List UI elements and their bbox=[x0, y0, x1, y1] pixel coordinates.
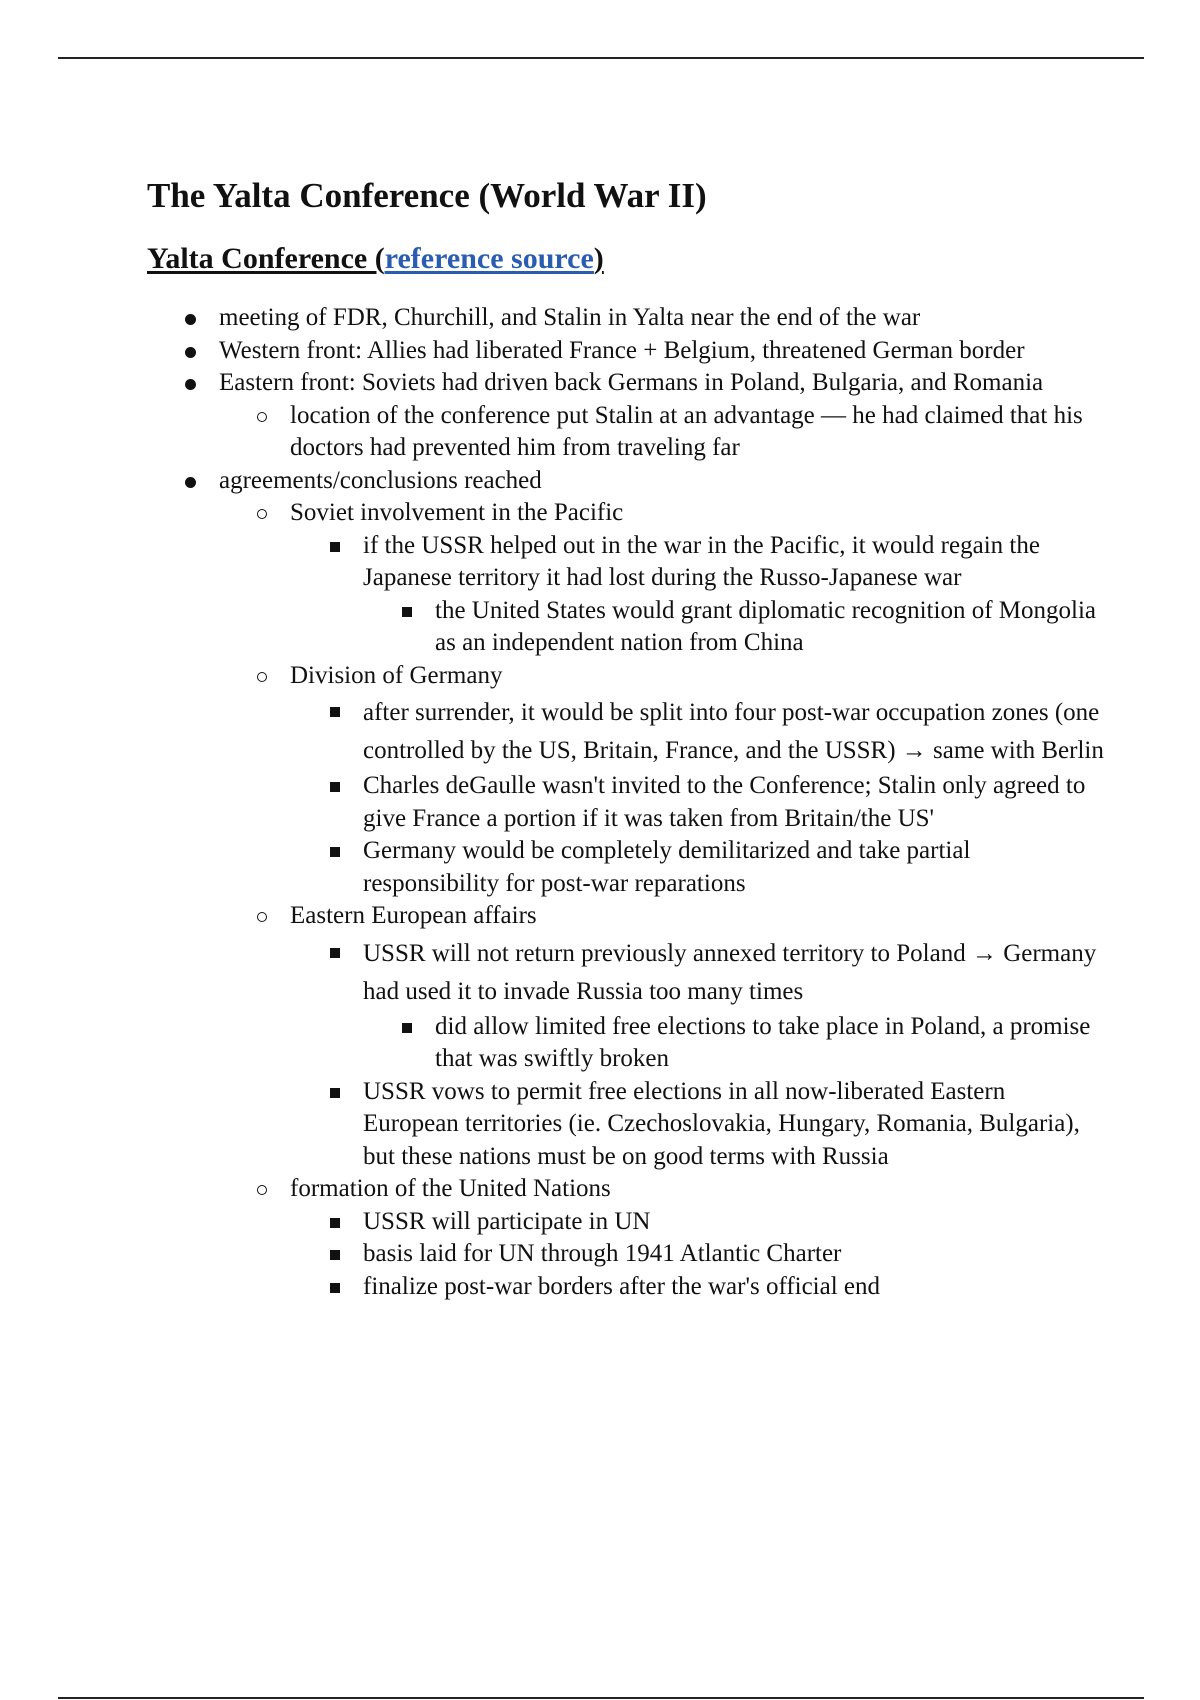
list-item-text: meeting of FDR, Churchill, and Stalin in Yalta near the end of the war bbox=[219, 304, 921, 331]
list-item bbox=[147, 692, 1107, 770]
top-rule bbox=[58, 57, 1144, 59]
reference-source-link[interactable]: reference source bbox=[384, 242, 594, 275]
list-item-text: Eastern front: Soviets had driven back Germans in Poland, Bulgaria, and Romania bbox=[219, 369, 1044, 396]
square-bullet-icon bbox=[330, 707, 340, 717]
list-item-text: location of the conference put Stalin at an advantage — he had claimed that his doctors had prevented him from traveling far bbox=[290, 401, 1083, 461]
list-item-text: Western front: Allies had liberated France + Belgium, threatened German border bbox=[219, 336, 1025, 364]
list-item bbox=[147, 367, 1107, 400]
list-item-text: the United States would grant diplomatic recognition of Mongolia as an independent nation from China bbox=[435, 596, 1096, 656]
square-bullet-icon bbox=[330, 847, 340, 857]
circle-bullet-icon bbox=[257, 912, 267, 922]
list-item bbox=[147, 595, 1107, 660]
list-item-text: agreements/conclusions reached bbox=[219, 466, 542, 494]
list-item-text: Germany would be completely demilitarized and take partial responsibility for post-war reparations bbox=[363, 837, 971, 897]
document-body bbox=[147, 172, 1107, 1303]
list-item-text: if the USSR helped out in the war in the Pacific, it would regain the Japanese territory it had lost during the Russo-Japanese war bbox=[363, 531, 1040, 591]
square-bullet-icon bbox=[330, 1088, 340, 1098]
list-item bbox=[147, 933, 1107, 1011]
list-item bbox=[147, 835, 1107, 900]
list-item bbox=[147, 1076, 1107, 1174]
disc-bullet-icon bbox=[185, 314, 196, 325]
list-item bbox=[147, 497, 1107, 530]
square-bullet-icon bbox=[330, 948, 340, 958]
list-item bbox=[147, 770, 1107, 835]
circle-bullet-icon bbox=[257, 1185, 267, 1195]
bullet-list bbox=[147, 302, 1107, 1303]
list-item-text: Soviet involvement in the Pacific bbox=[290, 499, 624, 526]
bottom-rule bbox=[58, 1697, 1144, 1699]
circle-bullet-icon bbox=[257, 412, 267, 422]
list-item-text: USSR vows to permit free elections in all now-liberated Eastern European territories (ie. Czechoslovakia, Hungary, Romania, Bulgaria), but these nations must be on good terms with Russia bbox=[363, 1077, 1080, 1170]
disc-bullet-icon bbox=[185, 379, 196, 390]
disc-bullet-icon bbox=[185, 347, 196, 358]
list-item bbox=[147, 335, 1107, 368]
list-item-text: finalize post-war borders after the war's official end bbox=[363, 1272, 881, 1300]
square-bullet-icon bbox=[330, 1218, 340, 1228]
list-item-text: Division of Germany bbox=[290, 661, 503, 689]
list-item bbox=[147, 1238, 1107, 1271]
list-item bbox=[147, 660, 1107, 693]
section-heading bbox=[147, 238, 1107, 280]
list-item-text: did allow limited free elections to take place in Poland, a promise that was swiftly broken bbox=[435, 1012, 1091, 1072]
list-item bbox=[147, 1206, 1107, 1239]
list-item bbox=[147, 900, 1107, 933]
list-item-text: formation of the United Nations bbox=[290, 1175, 611, 1202]
list-item-text: USSR will not return previously annexed territory to Poland → Germany had used it to invade Russia too many times bbox=[363, 939, 1097, 1005]
circle-bullet-icon bbox=[257, 509, 267, 519]
square-bullet-icon bbox=[330, 782, 340, 792]
list-item-text: USSR will participate in UN bbox=[363, 1207, 651, 1235]
square-bullet-icon bbox=[330, 1250, 340, 1260]
list-item bbox=[147, 530, 1107, 595]
list-item bbox=[147, 400, 1107, 465]
section-heading-suffix: ) bbox=[593, 242, 604, 275]
square-bullet-icon bbox=[402, 1023, 412, 1033]
list-item bbox=[147, 465, 1107, 498]
list-item bbox=[147, 302, 1107, 335]
list-item-text: basis laid for UN through 1941 Atlantic Charter bbox=[363, 1240, 842, 1267]
list-item bbox=[147, 1011, 1107, 1076]
square-bullet-icon bbox=[402, 607, 412, 617]
list-item bbox=[147, 1271, 1107, 1304]
list-item-text: after surrender, it would be split into four post-war occupation zones (one controlled by the US, Britain, France, and the USSR) → same with Berlin bbox=[363, 699, 1104, 764]
list-item-text: Eastern European affairs bbox=[290, 902, 537, 929]
disc-bullet-icon bbox=[185, 477, 196, 488]
square-bullet-icon bbox=[330, 542, 340, 552]
section-heading-prefix: Yalta Conference ( bbox=[147, 242, 385, 275]
list-item-text: Charles deGaulle wasn't invited to the Conference; Stalin only agreed to give France a portion if it was taken from Britain/the US' bbox=[363, 772, 1086, 832]
page-title: The Yalta Conference (World War II) bbox=[147, 176, 707, 215]
list-item bbox=[147, 1173, 1107, 1206]
square-bullet-icon bbox=[330, 1283, 340, 1293]
circle-bullet-icon bbox=[257, 672, 267, 682]
